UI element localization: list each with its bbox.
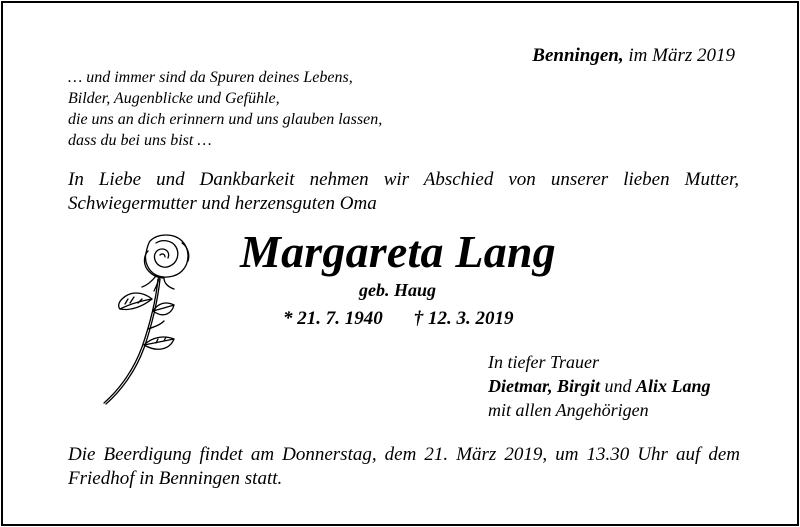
- poem-line: Bilder, Augenblicke und Gefühle,: [68, 90, 280, 107]
- birth-date: * 21. 7. 1940: [283, 308, 383, 329]
- date-label: im März 2019: [628, 45, 735, 66]
- mourners-block: [488, 350, 711, 422]
- place-label: Benningen,: [532, 45, 624, 66]
- mourner-names-last: Alix Lang: [636, 376, 711, 396]
- obituary-notice: [1, 1, 799, 526]
- farewell-line: In Liebe und Dankbarkeit nehmen wir Abschied von unserer lieben Mutter,: [68, 169, 739, 190]
- mourners-others: mit allen Angehörigen: [488, 400, 649, 420]
- poem-line: die uns an dich erinnern und uns glauben lassen,: [68, 111, 383, 128]
- funeral-line: Friedhof in Benningen statt.: [68, 468, 283, 489]
- mourners-names: [488, 374, 711, 398]
- deceased-name: Margareta Lang: [240, 226, 556, 277]
- life-dates: [283, 308, 514, 330]
- mourner-names-first: Dietmar, Birgit: [488, 376, 601, 396]
- place-date: [532, 45, 735, 67]
- maiden-name: geb. Haug: [359, 280, 437, 300]
- mourners-intro: In tiefer Trauer: [488, 352, 599, 372]
- rose-icon: [98, 229, 198, 409]
- death-date: † 12. 3. 2019: [413, 308, 514, 329]
- farewell-text: [68, 168, 739, 216]
- funeral-notice: [68, 443, 740, 491]
- farewell-line: Schwiegermutter und herzensguten Oma: [68, 193, 377, 214]
- poem: [68, 67, 382, 151]
- mourner-conjunction: und: [604, 376, 632, 396]
- poem-line: dass du bei uns bist …: [68, 132, 212, 149]
- poem-line: … und immer sind da Spuren deines Lebens,: [68, 69, 353, 86]
- funeral-line: Die Beerdigung findet am Donnerstag, dem 21. März 2019, um 13.30 Uhr auf dem: [68, 444, 740, 465]
